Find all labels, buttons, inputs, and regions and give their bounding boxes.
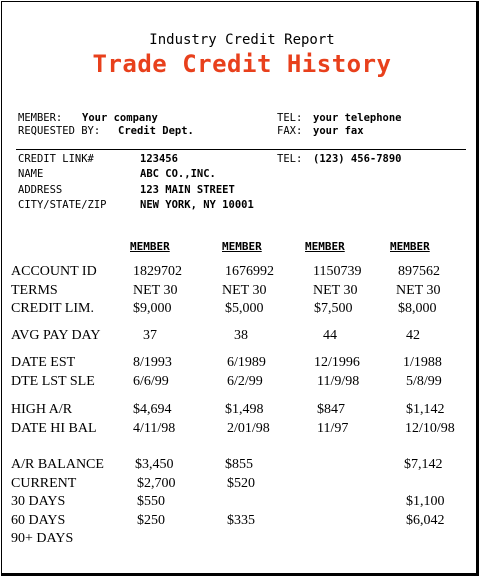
table-cell: $847 <box>317 402 345 417</box>
table-cell: $3,450 <box>135 457 174 472</box>
tel-label: TEL: <box>277 112 303 124</box>
row-label: 60 DAYS <box>11 513 66 528</box>
table-cell: $2,700 <box>137 476 176 491</box>
column-header-member-3: MEMBER <box>305 240 345 253</box>
table-cell: 6/6/99 <box>133 374 169 389</box>
requested-by-label: REQUESTED BY: <box>18 125 101 137</box>
table-cell: 4/11/98 <box>133 421 176 436</box>
table-cell: $550 <box>137 494 165 509</box>
table-cell: $855 <box>225 457 253 472</box>
table-cell: $1,142 <box>406 402 445 417</box>
row-label: AVG PAY DAY <box>11 328 101 343</box>
credit-link-label: CREDIT LINK# <box>18 153 94 165</box>
fax-value: your fax <box>313 125 364 137</box>
address-label: ADDRESS <box>18 184 63 196</box>
table-cell: 897562 <box>398 264 440 279</box>
requested-by-value: Credit Dept. <box>118 125 194 137</box>
table-cell: 1/1988 <box>403 355 442 370</box>
subject-tel-value: (123) 456-7890 <box>313 153 402 165</box>
table-cell: $4,694 <box>133 402 172 417</box>
table-cell: NET 30 <box>222 283 267 298</box>
table-cell: 11/9/98 <box>317 374 360 389</box>
table-cell: $335 <box>227 513 255 528</box>
report-subtitle: Industry Credit Report <box>149 32 335 48</box>
table-cell: $6,042 <box>406 513 445 528</box>
table-cell: $7,500 <box>314 301 353 316</box>
table-cell: 1676992 <box>225 264 274 279</box>
credit-link-value: 123456 <box>140 153 178 165</box>
row-label: 90+ DAYS <box>11 531 74 546</box>
row-label: TERMS <box>11 283 58 298</box>
table-cell: 37 <box>143 328 157 343</box>
subject-tel-label: TEL: <box>277 153 303 165</box>
column-header-member-4: MEMBER <box>390 240 430 253</box>
address-value: 123 MAIN STREET <box>140 184 235 196</box>
member-label: MEMBER: <box>18 112 63 124</box>
row-label: CURRENT <box>11 476 77 491</box>
table-cell: NET 30 <box>313 283 358 298</box>
table-cell: 12/10/98 <box>405 421 455 436</box>
table-cell: NET 30 <box>396 283 441 298</box>
table-cell: $7,142 <box>404 457 443 472</box>
section-divider <box>16 149 466 150</box>
row-label: HIGH A/R <box>11 402 73 417</box>
row-label: DATE EST <box>11 355 76 370</box>
fax-label: FAX: <box>277 125 303 137</box>
table-cell: $1,100 <box>406 494 445 509</box>
table-cell: 1150739 <box>313 264 362 279</box>
row-label: ACCOUNT ID <box>11 264 97 279</box>
row-label: DTE LST SLE <box>11 374 95 389</box>
member-value: Your company <box>82 112 158 124</box>
table-cell: 42 <box>406 328 420 343</box>
table-cell: 38 <box>234 328 248 343</box>
table-cell: $8,000 <box>398 301 437 316</box>
tel-value: your telephone <box>313 112 402 124</box>
table-cell: 5/8/99 <box>406 374 442 389</box>
table-cell: 6/2/99 <box>227 374 263 389</box>
city-label: CITY/STATE/ZIP <box>18 199 107 211</box>
table-cell: 12/1996 <box>314 355 360 370</box>
row-label: DATE HI BAL <box>11 421 97 436</box>
name-value: ABC CO.,INC. <box>140 168 216 180</box>
table-cell: $5,000 <box>225 301 264 316</box>
table-cell: $250 <box>137 513 165 528</box>
row-label: 30 DAYS <box>11 494 66 509</box>
table-cell: 8/1993 <box>133 355 172 370</box>
report-title: Trade Credit History <box>92 50 392 78</box>
city-value: NEW YORK, NY 10001 <box>140 199 254 211</box>
row-label: CREDIT LIM. <box>11 301 94 316</box>
column-header-member-1: MEMBER <box>130 240 170 253</box>
table-cell: $9,000 <box>133 301 172 316</box>
table-cell: 6/1989 <box>227 355 266 370</box>
table-cell: 11/97 <box>317 421 349 436</box>
table-cell: $1,498 <box>225 402 264 417</box>
table-cell: 44 <box>323 328 337 343</box>
table-cell: $520 <box>227 476 255 491</box>
column-header-member-2: MEMBER <box>222 240 262 253</box>
table-cell: NET 30 <box>133 283 178 298</box>
table-cell: 2/01/98 <box>227 421 270 436</box>
name-label: NAME <box>18 168 44 180</box>
table-cell: 1829702 <box>133 264 182 279</box>
row-label: A/R BALANCE <box>11 457 104 472</box>
